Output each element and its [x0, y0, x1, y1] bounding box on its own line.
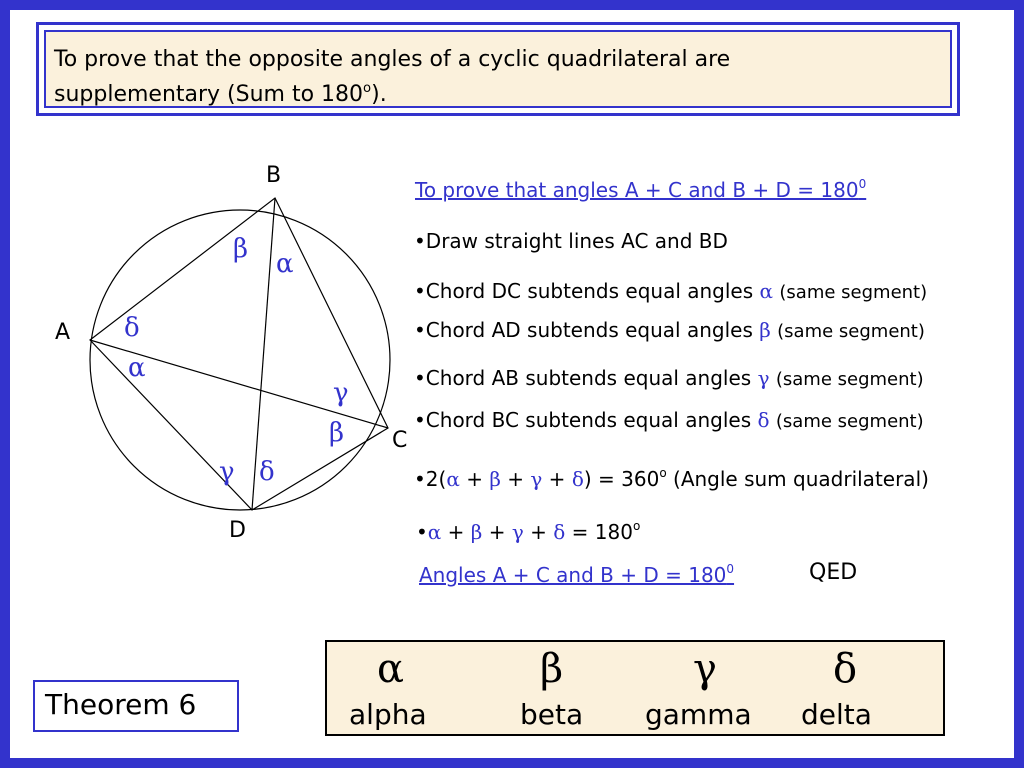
greek-legend [325, 640, 945, 736]
angle-alpha-b: α [276, 249, 294, 279]
legend-alpha-symbol: α [377, 646, 405, 692]
angle-alpha-a: α [128, 353, 146, 383]
vertex-c-label: C [392, 428, 408, 453]
proof-step-chord-bc: •Chord BC subtends equal angles δ (same segment) [414, 408, 924, 432]
vertex-b-label: B [266, 163, 282, 188]
theorem-label-box [33, 680, 239, 732]
proof-conclusion: Angles A + C and $B + D = 180^0$ [419, 562, 735, 587]
qed-label: QED [809, 560, 858, 585]
proof-step-angle-sum: •2(α + $\beta + \gamma + \delta) = 360^o$ (Angle sum quadrilateral) [414, 466, 929, 491]
slide-title: To prove that the opposite angles of a cyclic quadrilateral are supplementary (Sum to 180$^o$). [54, 47, 731, 107]
legend-gamma-symbol: γ [693, 646, 717, 692]
angle-delta-a: δ [124, 313, 140, 343]
proof-step-chord-dc: •Chord DC subtends equal angles α (same segment) [414, 279, 928, 303]
angle-gamma-c: γ [333, 378, 349, 408]
angle-beta-c: β [329, 418, 345, 448]
legend-beta-symbol: β [540, 646, 564, 692]
proof-step-half-sum: •α + $\beta + \gamma + \delta = 180^o$ [416, 519, 641, 544]
proof-step-draw-lines: •Draw straight lines AC and BD [414, 229, 728, 253]
legend-beta-name: beta [520, 698, 584, 731]
legend-delta-symbol: δ [833, 646, 858, 692]
legend-gamma-name: gamma [645, 698, 752, 731]
theorem-label: Theorem 6 [45, 688, 197, 721]
vertex-a-label: A [55, 320, 71, 345]
proof-step-chord-ad: •Chord AD subtends equal angles β (same segment) [414, 318, 925, 342]
legend-alpha-name: alpha [349, 698, 427, 731]
vertex-d-label: D [229, 518, 246, 543]
angle-gamma-d: γ [219, 457, 235, 487]
angle-delta-d: δ [259, 457, 275, 487]
proof-step-chord-ab: •Chord AB subtends equal angles γ (same segment) [414, 366, 924, 390]
angle-beta-b: β [233, 234, 249, 264]
proof-heading: To prove that angles A + C and $B + D = 180^0$ [415, 177, 867, 202]
legend-delta-name: delta [801, 698, 872, 731]
